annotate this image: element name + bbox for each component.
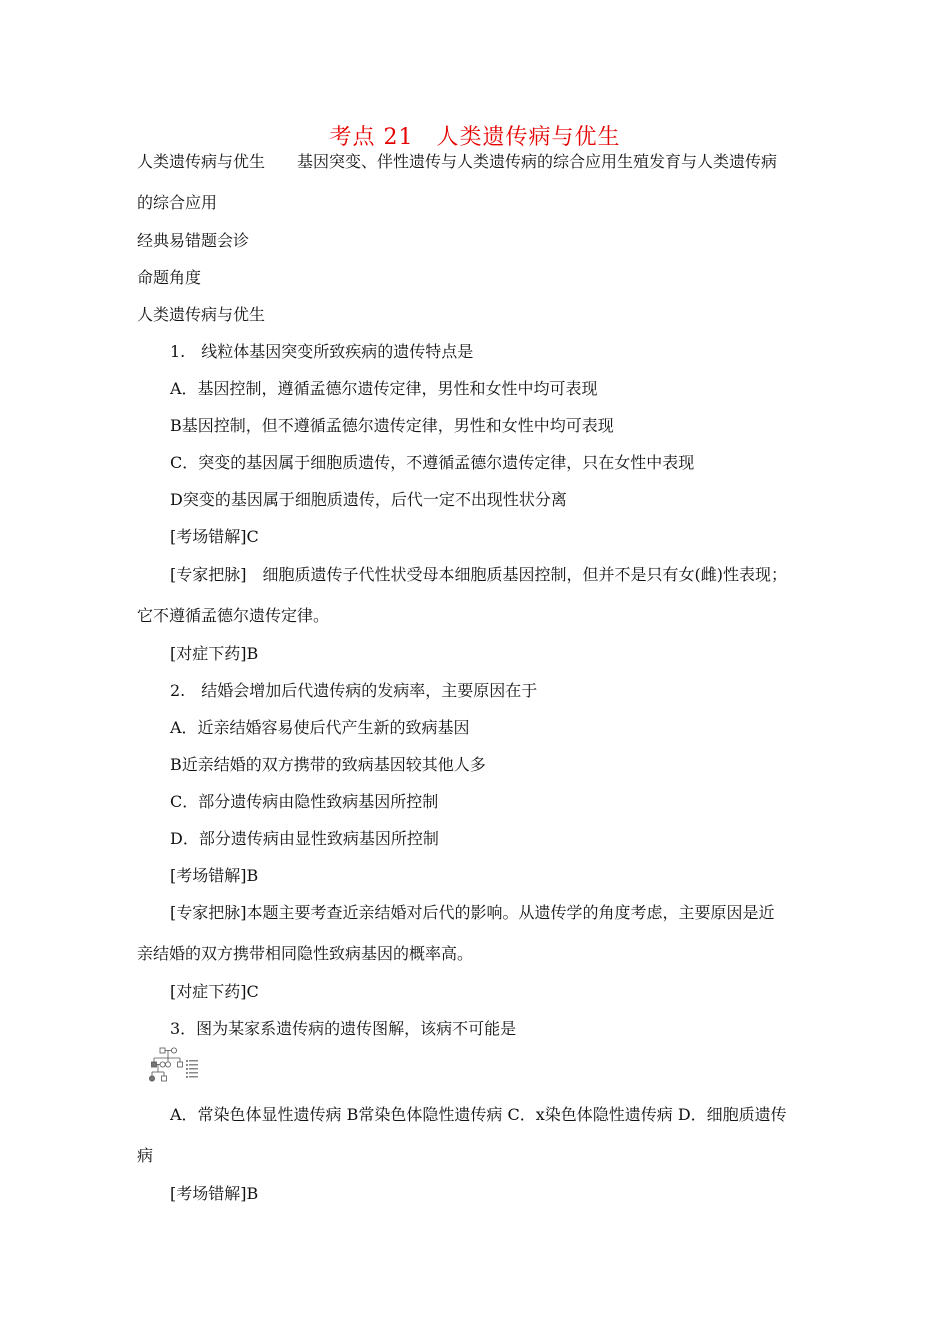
option-a: A．基因控制，遵循孟德尔遗传定律，男性和女性中均可表现 — [170, 379, 598, 398]
section-heading: 命题角度 — [137, 268, 202, 287]
question-stem: 2. 结婚会增加后代遗传病的发病率，主要原因在于 — [170, 681, 538, 700]
wrong-answer: [考场错解]C — [170, 527, 259, 546]
option-d: D．部分遗传病由显性致病基因所控制 — [170, 829, 439, 848]
question-options: 病 — [137, 1146, 154, 1165]
header-line-2: 的综合应用 — [137, 193, 218, 212]
correct-answer: [对症下药]B — [170, 644, 259, 663]
option-c: C．部分遗传病由隐性致病基因所控制 — [170, 792, 439, 811]
option-c: C．突变的基因属于细胞质遗传，不遵循孟德尔遗传定律，只在女性中表现 — [170, 453, 695, 472]
option-b: B近亲结婚的双方携带的致病基因较其他人多 — [170, 755, 486, 774]
expert-analysis: [专家把脉] 细胞质遗传子代性状受母本细胞质基因控制，但并不是只有女(雌)性表现； — [170, 565, 787, 584]
question-stem: 1. 线粒体基因突变所致疾病的遗传特点是 — [170, 342, 474, 361]
header-line-1: 人类遗传病与优生 基因突变、伴性遗传与人类遗传病的综合应用生殖发育与人类遗传病 — [137, 152, 778, 171]
pedigree-chart-image — [148, 1046, 200, 1086]
page-title: 考点 21 人类遗传病与优生 — [329, 125, 621, 150]
section-heading: 经典易错题会诊 — [137, 231, 250, 250]
question-stem: 3．图为某家系遗传病的遗传图解，该病不可能是 — [170, 1019, 517, 1038]
option-d: D突变的基因属于细胞质遗传，后代一定不出现性状分离 — [170, 490, 567, 509]
section-heading: 人类遗传病与优生 — [137, 305, 266, 324]
wrong-answer: [考场错解]B — [170, 1184, 259, 1203]
expert-analysis: [专家把脉]本题主要考查近亲结婚对后代的影响。从遗传学的角度考虑，主要原因是近 — [170, 903, 775, 922]
wrong-answer: [考场错解]B — [170, 866, 259, 885]
option-a: A．近亲结婚容易使后代产生新的致病基因 — [170, 718, 470, 737]
expert-analysis: 亲结婚的双方携带相同隐性致病基因的概率高。 — [137, 944, 474, 963]
correct-answer: [对症下药]C — [170, 982, 259, 1001]
expert-analysis: 它不遵循孟德尔遗传定律。 — [137, 606, 330, 625]
question-options: A．常染色体显性遗传病 B常染色体隐性遗传病 C．x染色体隐性遗传病 D．细胞质遗传 — [170, 1105, 787, 1124]
option-b: B基因控制，但不遵循孟德尔遗传定律，男性和女性中均可表现 — [170, 416, 614, 435]
